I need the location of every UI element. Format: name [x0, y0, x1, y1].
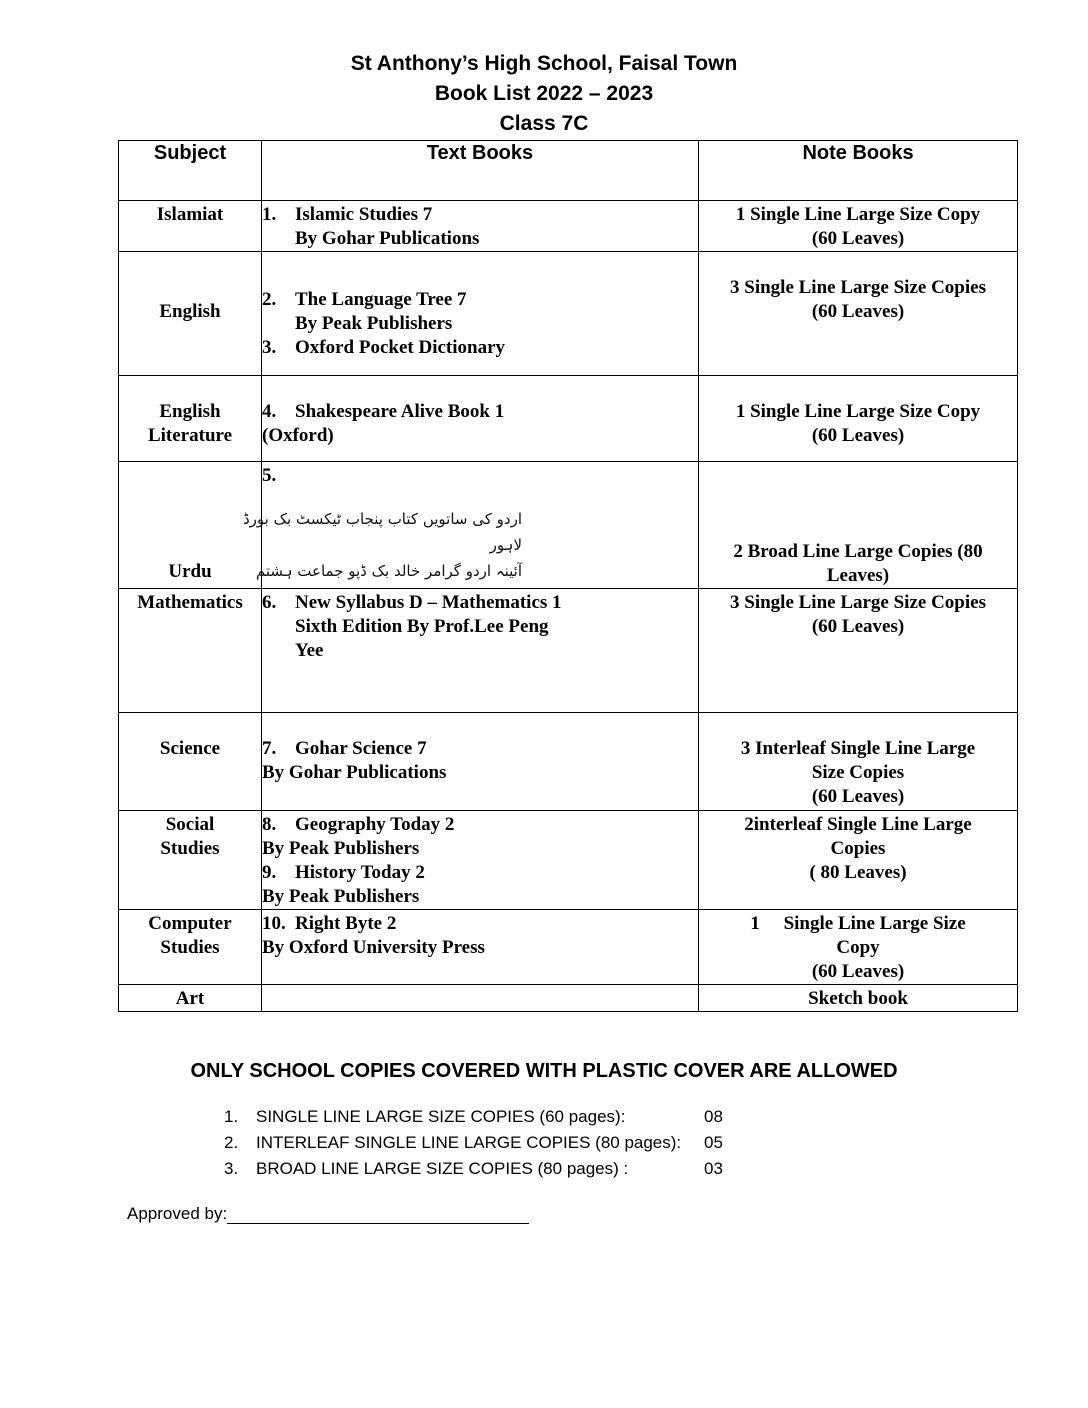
school-name: St Anthony’s High School, Faisal Town — [350, 52, 738, 75]
table-header-row — [119, 141, 1018, 201]
book-entry — [262, 288, 698, 312]
book-entry — [262, 464, 698, 488]
book-entry — [262, 591, 698, 615]
book-entry — [262, 912, 698, 936]
table-row — [119, 201, 1018, 252]
book-title: The Language Tree 7 — [295, 289, 467, 310]
book-entry — [262, 813, 698, 837]
note-book-line: (60 Leaves) — [811, 301, 905, 322]
book-number: 10. — [262, 913, 286, 934]
book-entry: By Gohar Publications — [262, 762, 447, 783]
book-title: New Syllabus D – Mathematics 1 — [295, 592, 562, 613]
book-entry — [262, 203, 698, 227]
note-book-line: (60 Leaves) — [811, 786, 905, 807]
subject-cell — [119, 910, 262, 985]
subject-name: English — [159, 301, 221, 322]
book-title: Islamic Studies 7 — [295, 204, 433, 225]
text-books-cell — [262, 201, 699, 252]
column-header-note-books: Note Books — [699, 141, 1018, 201]
note-book-line: 2 Broad Line Large Copies (80 — [733, 541, 983, 562]
book-number: 2. — [262, 289, 277, 310]
subject-name: Studies — [160, 937, 220, 958]
book-entry — [262, 737, 698, 761]
subject-cell — [119, 201, 262, 252]
subject-name: Literature — [147, 425, 233, 446]
note-books-cell — [699, 252, 1018, 376]
note-book-line: (60 Leaves) — [811, 961, 905, 982]
summary-item-text: SINGLE LINE LARGE SIZE COPIES (60 pages): — [256, 1107, 626, 1126]
note-books-cell — [699, 985, 1018, 1012]
table-row — [119, 910, 1018, 985]
text-books-cell — [262, 589, 699, 713]
table-row — [119, 252, 1018, 376]
table-row — [119, 462, 1018, 589]
summary-item-text: BROAD LINE LARGE SIZE COPIES (80 pages) : — [256, 1159, 629, 1178]
note-books-cell — [699, 201, 1018, 252]
note-book-line: 3 Interleaf Single Line Large — [740, 738, 976, 759]
text-books-cell — [262, 910, 699, 985]
subject-name: Urdu — [168, 561, 212, 582]
book-number: 1. — [262, 204, 277, 225]
book-number: 8. — [262, 814, 277, 835]
approved-by-label: Approved by: — [127, 1204, 228, 1223]
urdu-books-block — [243, 506, 698, 584]
book-list-table — [118, 140, 1018, 1012]
subject-name: Science — [159, 738, 221, 759]
subject-cell — [119, 252, 262, 376]
book-entry — [262, 400, 698, 424]
book-number: 3. — [262, 337, 277, 358]
urdu-book-title: اردو کی ساتویں کتاب پنجاب ٹیکسٹ بک بورڈ لاہور — [243, 510, 522, 554]
book-entry: Sixth Edition By Prof.Lee Peng — [295, 616, 549, 637]
note-books-cell — [699, 713, 1018, 811]
book-entry: By Peak Publishers — [262, 838, 420, 859]
note-books-cell — [699, 376, 1018, 462]
summary-item-text: INTERLEAF SINGLE LINE LARGE COPIES (80 pages): — [256, 1133, 682, 1152]
summary-item-quantity: 08 — [704, 1107, 723, 1126]
note-books-cell — [699, 811, 1018, 910]
summary-item-number: 3. — [224, 1159, 239, 1178]
book-title: Gohar Science 7 — [295, 738, 427, 759]
book-number: 7. — [262, 738, 277, 759]
summary-item — [224, 1107, 744, 1133]
note-book-line: 3 Single Line Large Size Copies — [730, 277, 986, 298]
text-books-cell — [262, 376, 699, 462]
subject-name: Islamiat — [156, 204, 224, 225]
book-number: 6. — [262, 592, 277, 613]
note-book-line: (60 Leaves) — [811, 228, 905, 249]
column-header-text-books: Text Books — [262, 141, 699, 201]
summary-item-quantity: 03 — [704, 1159, 723, 1178]
text-books-cell — [262, 713, 699, 811]
table-row — [119, 985, 1018, 1012]
approval-line — [127, 1204, 529, 1224]
summary-item-number: 2. — [224, 1133, 239, 1152]
subject-name: Studies — [160, 838, 220, 859]
table-row — [119, 376, 1018, 462]
note-books-cell — [699, 910, 1018, 985]
table-row — [119, 713, 1018, 811]
note-book-line: 3 Single Line Large Size Copies — [730, 592, 986, 613]
book-title: Oxford Pocket Dictionary — [295, 337, 506, 358]
book-number: 9. — [262, 862, 277, 883]
subject-name: English — [159, 401, 221, 422]
book-entry: By Peak Publishers — [262, 886, 420, 907]
book-entry: By Oxford University Press — [262, 937, 485, 958]
summary-item — [224, 1159, 744, 1185]
subject-cell — [119, 589, 262, 713]
note-book-line: (60 Leaves) — [811, 425, 905, 446]
table-row — [119, 589, 1018, 713]
book-title: Geography Today 2 — [295, 814, 455, 835]
subject-name: Art — [175, 988, 205, 1009]
note-book-line: 1 Single Line Large Size Copy — [735, 204, 981, 225]
text-books-cell — [262, 252, 699, 376]
list-title: Book List 2022 – 2023 — [434, 82, 654, 105]
note-book-line: 2interleaf Single Line Large — [744, 814, 972, 835]
note-book-line: Leaves) — [826, 565, 890, 586]
note-book-line: Sketch book — [808, 988, 908, 1009]
subject-name: Social — [165, 814, 215, 835]
subject-name: Mathematics — [137, 592, 243, 613]
note-book-line: (60 Leaves) — [811, 616, 905, 637]
summary-item-quantity: 05 — [704, 1133, 723, 1152]
book-title: History Today 2 — [295, 862, 425, 883]
subject-cell — [119, 376, 262, 462]
book-entry — [262, 336, 698, 360]
book-entry: Yee — [295, 640, 324, 661]
book-entry: By Gohar Publications — [295, 228, 480, 249]
book-title: Right Byte 2 — [295, 913, 397, 934]
column-header-subject: Subject — [119, 141, 262, 201]
text-books-cell — [243, 462, 699, 589]
book-number: 5. — [262, 465, 277, 486]
note-book-line: 1 Single Line Large Size Copy — [735, 401, 981, 422]
table-row — [119, 811, 1018, 910]
subject-name: Computer — [148, 913, 232, 934]
book-number: 4. — [262, 401, 277, 422]
class-name: Class 7C — [499, 112, 589, 135]
summary-item-number: 1. — [224, 1107, 239, 1126]
note-book-line: ( 80 Leaves) — [809, 862, 907, 883]
note-book-line: 1 Single Line Large Size — [750, 913, 966, 934]
summary-item — [224, 1133, 744, 1159]
book-entry: (Oxford) — [262, 425, 334, 446]
urdu-book-title: آئینہ اردو گرامر خالد بک ڈپو جماعت ہشتم — [255, 562, 522, 580]
subject-cell — [119, 811, 262, 910]
copies-summary-list — [224, 1107, 744, 1185]
book-title: Shakespeare Alive Book 1 — [295, 401, 505, 422]
note-book-line: Copies — [830, 838, 886, 859]
plastic-cover-notice: ONLY SCHOOL COPIES COVERED WITH PLASTIC COVER ARE ALLOWED — [190, 1060, 898, 1082]
subject-cell — [119, 713, 262, 811]
text-books-cell — [262, 985, 699, 1012]
note-books-cell — [699, 462, 1018, 589]
signature-line — [227, 1205, 529, 1224]
book-entry — [262, 861, 698, 885]
note-books-cell — [699, 589, 1018, 713]
note-book-line: Size Copies — [811, 762, 905, 783]
note-book-line: Copy — [836, 937, 880, 958]
text-books-cell — [262, 811, 699, 910]
subject-cell — [119, 985, 262, 1012]
book-entry: By Peak Publishers — [295, 313, 453, 334]
